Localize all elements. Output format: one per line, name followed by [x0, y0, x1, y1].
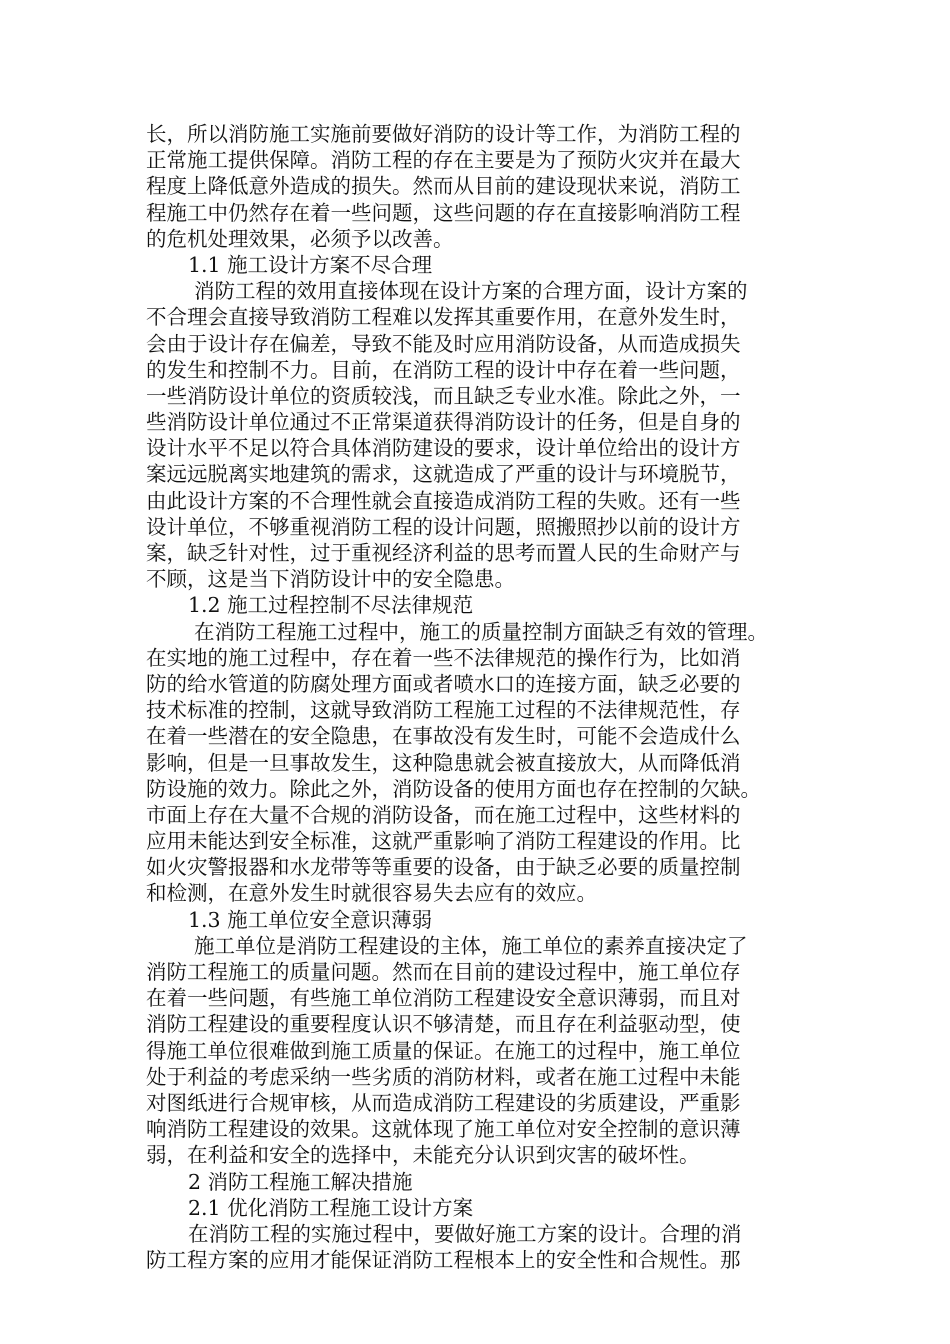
section-heading-2-1: 2.1 优化消防工程施工设计方案 — [188, 1195, 474, 1220]
paragraph-line: 在着一些问题，有些施工单位消防工程建设安全意识薄弱，而且对 — [146, 986, 741, 1011]
paragraph-line: 一些消防设计单位的资质较浅，而且缺乏专业水准。除此之外，一 — [146, 383, 741, 408]
paragraph-line: 防设施的效力。除此之外，消防设备的使用方面也存在控制的欠缺。 — [146, 776, 761, 801]
paragraph-line: 长，所以消防施工实施前要做好消防的设计等工作，为消防工程的 — [146, 122, 741, 146]
paragraph-line: 正常施工提供保障。消防工程的存在主要是为了预防火灾并在最大 — [146, 148, 741, 173]
paragraph-line: 设计水平不足以符合具体消防建设的要求，设计单位给出的设计方 — [146, 436, 741, 461]
paragraph-line: 消防工程的效用直接体现在设计方案的合理方面，设计方案的 — [194, 279, 748, 304]
paragraph-line: 由此设计方案的不合理性就会直接造成消防工程的失败。还有一些 — [146, 488, 741, 513]
paragraph-line: 在着一些潜在的安全隐患，在事故没有发生时，可能不会造成什么 — [146, 724, 741, 749]
paragraph-line: 案，缺乏针对性，过于重视经济利益的思考而置人民的生命财产与 — [146, 541, 741, 565]
paragraph-line: 的发生和控制不力。目前，在消防工程的设计中存在着一些问题， — [146, 357, 741, 382]
paragraph-line: 应用未能达到安全标准，这就严重影响了消防工程建设的作用。比 — [146, 829, 741, 854]
paragraph-line: 消防工程施工的质量问题。然而在目前的建设过程中，施工单位存 — [146, 960, 741, 984]
paragraph-line: 处于利益的考虑采纳一些劣质的消防材料，或者在施工过程中未能 — [146, 1064, 741, 1089]
paragraph-line: 在消防工程的实施过程中，要做好施工方案的设计。合理的消 — [188, 1221, 742, 1246]
paragraph-line: 得施工单位很难做到施工质量的保证。在施工的过程中，施工单位 — [146, 1038, 741, 1063]
paragraph-line: 技术标准的控制，这就导致消防工程施工过程的不法律规范性，存 — [146, 698, 741, 723]
section-heading-2: 2 消防工程施工解决措施 — [188, 1169, 413, 1194]
section-heading-1-3: 1.3 施工单位安全意识薄弱 — [188, 907, 433, 932]
paragraph-line: 响消防工程建设的效果。这就体现了施工单位对安全控制的意识薄 — [146, 1117, 741, 1142]
paragraph-line: 消防工程建设的重要程度认识不够清楚，而且存在利益驱动型，使 — [146, 1012, 741, 1037]
paragraph-line: 在实地的施工过程中，存在着一些不法律规范的操作行为，比如消 — [146, 645, 741, 670]
paragraph-line: 施工单位是消防工程建设的主体，施工单位的素养直接决定了 — [194, 933, 748, 958]
paragraph-line: 设计单位，不够重视消防工程的设计问题，照搬照抄以前的设计方 — [146, 514, 741, 539]
paragraph-line: 弱，在利益和安全的选择中，未能充分认识到灾害的破坏性。 — [146, 1143, 700, 1168]
paragraph-line: 程度上降低意外造成的损失。然而从目前的建设现状来说，消防工 — [146, 174, 741, 199]
paragraph-line: 影响，但是一旦事故发生，这种隐患就会被直接放大，从而降低消 — [146, 750, 741, 775]
paragraph-line: 防工程方案的应用才能保证消防工程根本上的安全性和合规性。那 — [146, 1248, 741, 1273]
section-heading-1-1: 1.1 施工设计方案不尽合理 — [188, 252, 433, 277]
paragraph-line: 会由于设计存在偏差，导致不能及时应用消防设备，从而造成损失 — [146, 331, 741, 356]
paragraph-line: 和检测，在意外发生时就很容易失去应有的效应。 — [146, 881, 597, 906]
paragraph-line: 对图纸进行合规审核，从而造成消防工程建设的劣质建设，严重影 — [146, 1090, 741, 1115]
paragraph-line: 市面上存在大量不合规的消防设备，而在施工过程中，这些材料的 — [146, 802, 741, 827]
paragraph-line: 不合理会直接导致消防工程难以发挥其重要作用，在意外发生时， — [146, 305, 741, 330]
document-body — [146, 121, 816, 1273]
paragraph-line: 如火灾警报器和水龙带等等重要的设备，由于缺乏必要的质量控制 — [146, 855, 741, 880]
paragraph-line: 在消防工程施工过程中，施工的质量控制方面缺乏有效的管理。 — [194, 619, 768, 644]
paragraph-line: 防的给水管道的防腐处理方面或者喷水口的连接方面，缺乏必要的 — [146, 671, 741, 696]
paragraph-line: 些消防设计单位通过不正常渠道获得消防设计的任务，但是自身的 — [146, 410, 741, 435]
section-heading-1-2: 1.2 施工过程控制不尽法律规范 — [188, 593, 474, 618]
paragraph-line: 程施工中仍然存在着一些问题，这些问题的存在直接影响消防工程 — [146, 200, 741, 225]
paragraph-line: 的危机处理效果，必须予以改善。 — [146, 226, 454, 251]
paragraph-line: 不顾，这是当下消防设计中的安全隐患。 — [146, 567, 515, 592]
paragraph-line: 案远远脱离实地建筑的需求，这就造成了严重的设计与环境脱节， — [146, 462, 741, 487]
